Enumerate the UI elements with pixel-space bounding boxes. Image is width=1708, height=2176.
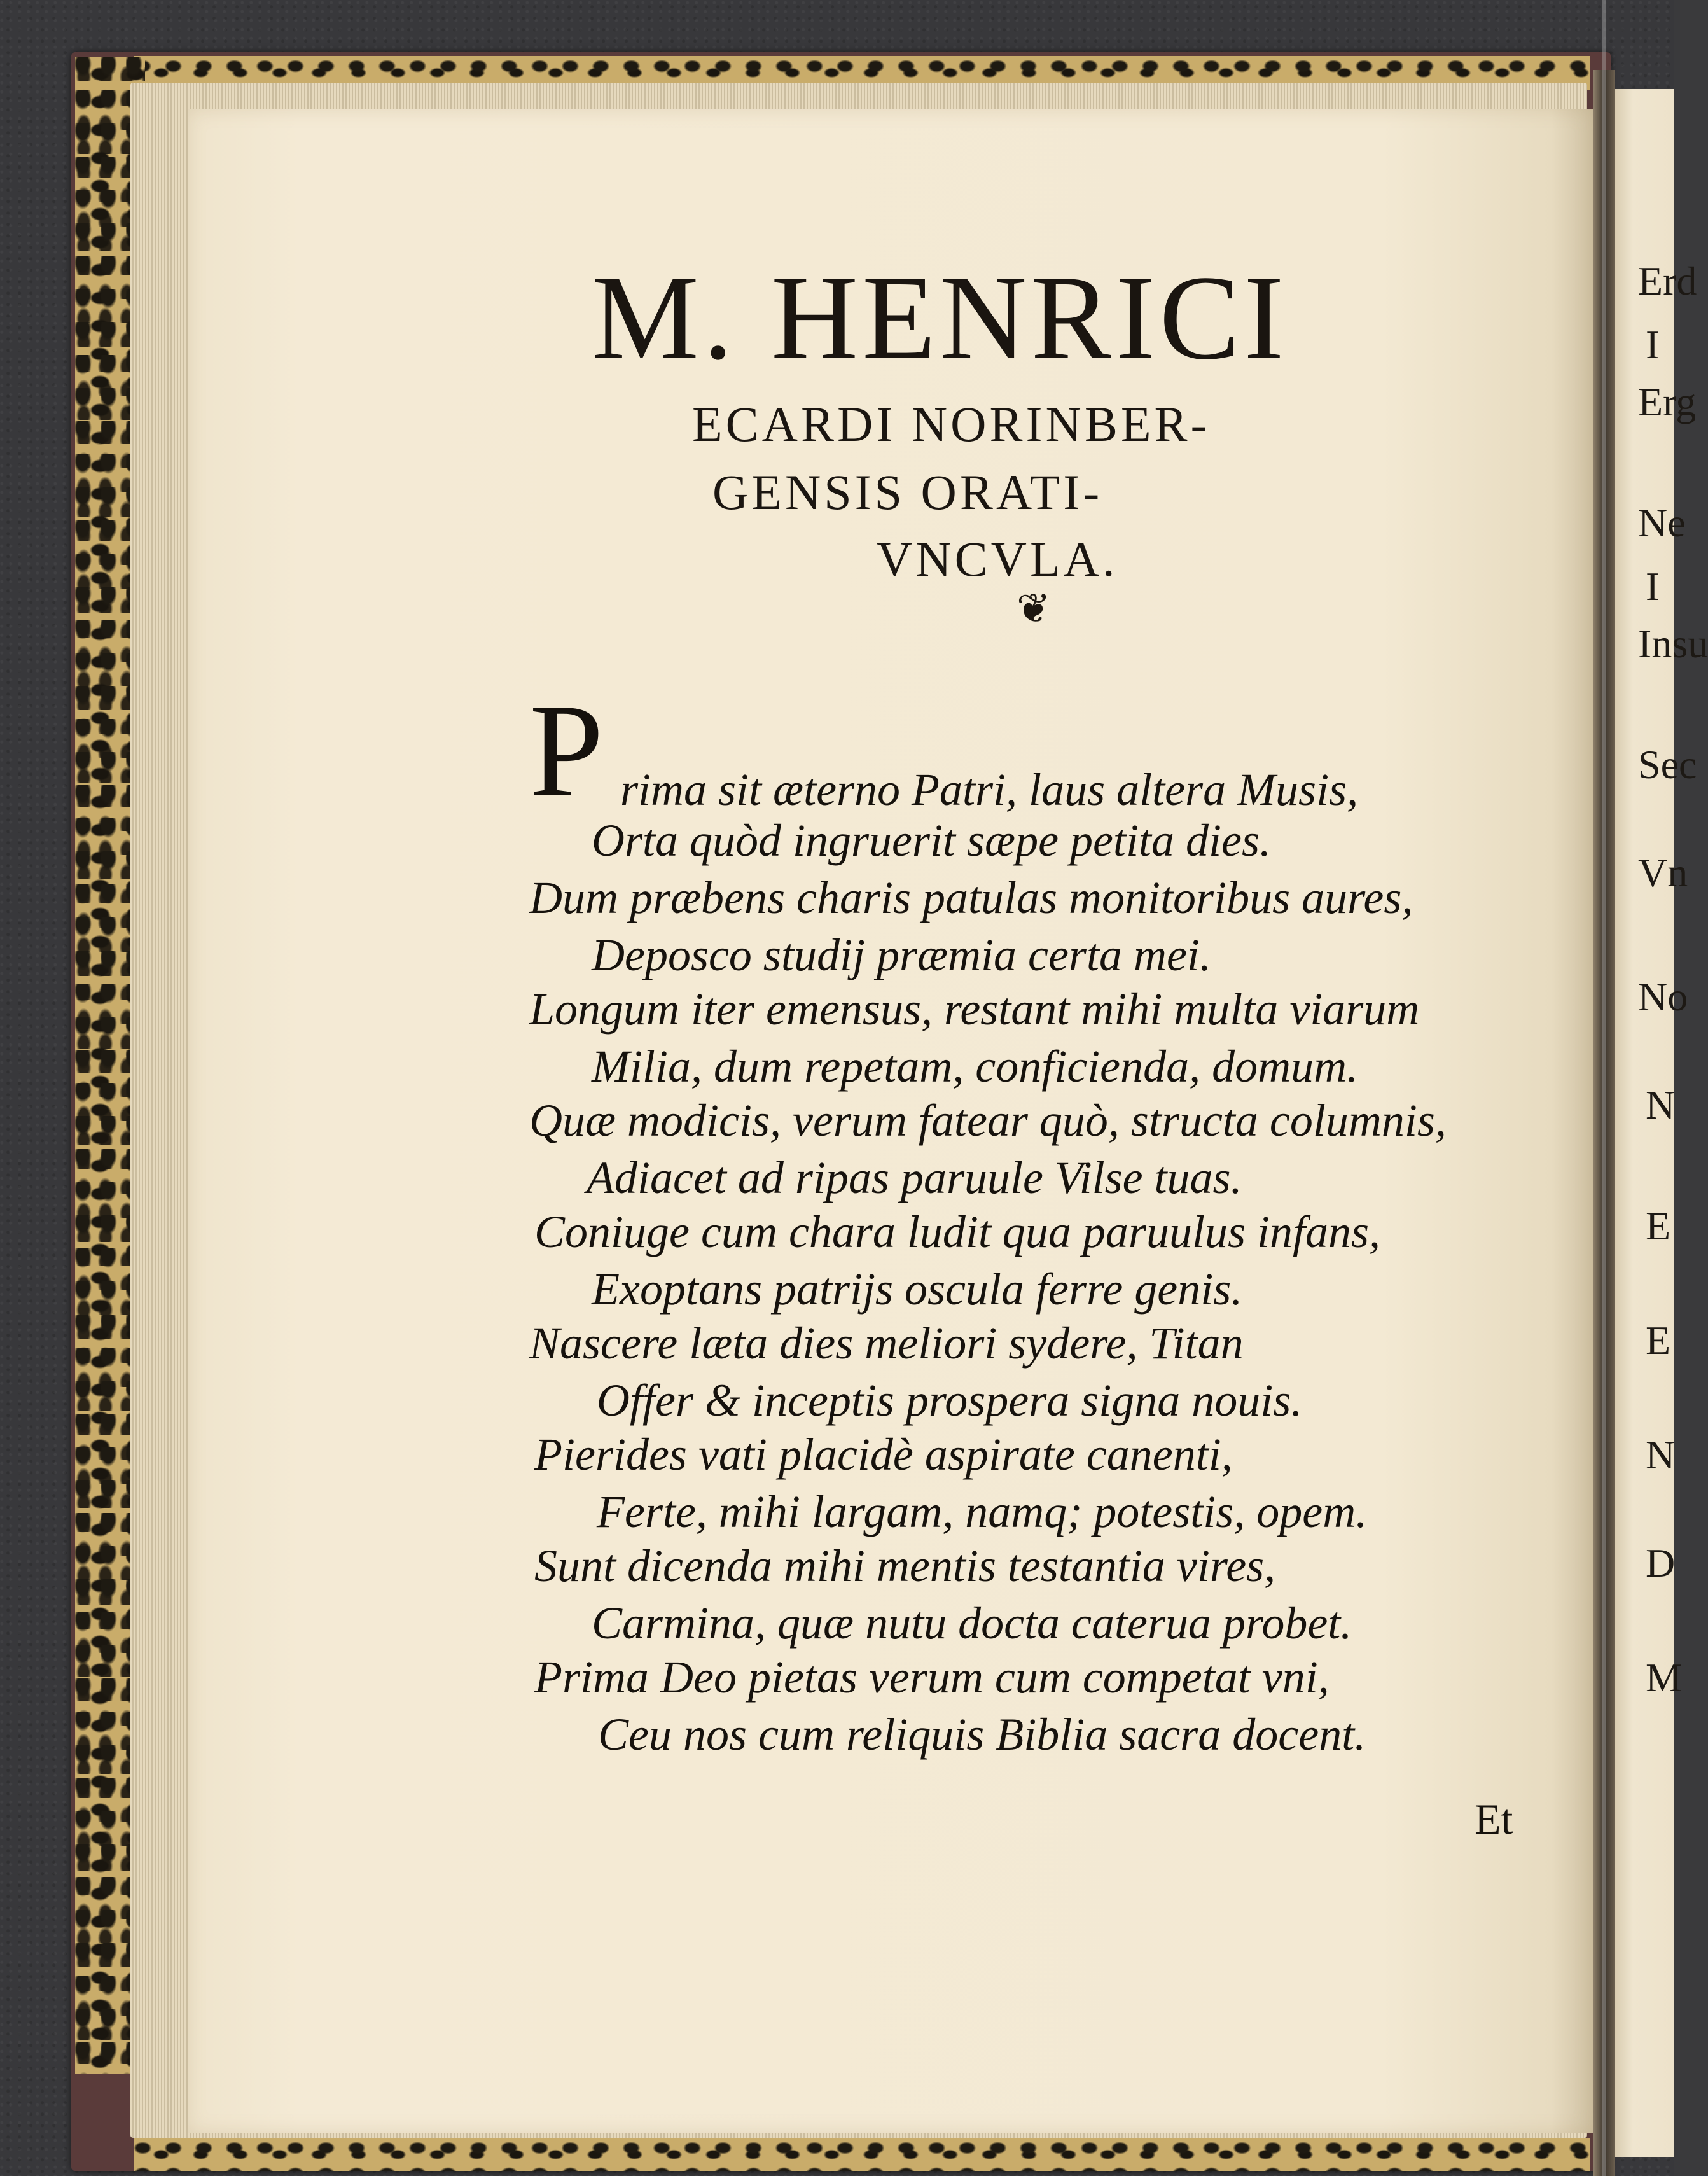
subtitle-line-2: GENSIS ORATI-	[712, 464, 1103, 520]
verse-line: Coniuge cum chara ludit qua paruulus infans,	[534, 1206, 1380, 1257]
verse-line: Carmina, quæ nutu docta caterua probet.	[592, 1598, 1352, 1649]
page-title: M. HENRICI	[592, 251, 1288, 385]
transparent-clip	[1602, 0, 1606, 2176]
verse-line: Nascere læta dies meliori sydere, Titan	[529, 1318, 1244, 1369]
marbled-board-bottom	[134, 2138, 1590, 2171]
verse-line: Deposco studij præmia certa mei.	[592, 930, 1211, 980]
facing-word: Insu	[1638, 621, 1708, 666]
verse-line: Prima Deo pietas verum cum competat vni,	[534, 1652, 1330, 1703]
catchword: Et	[1475, 1795, 1513, 1843]
facing-word: No	[1638, 974, 1688, 1019]
facing-word: I	[1646, 322, 1660, 367]
facing-word: E	[1646, 1318, 1671, 1363]
facing-word: E	[1646, 1203, 1671, 1248]
facing-word: D	[1646, 1540, 1676, 1586]
verse-line: Ferte, mihi largam, namq; potestis, opem.	[597, 1486, 1368, 1537]
facing-word: M	[1646, 1655, 1682, 1700]
verse-line: Sunt dicenda mihi mentis testantia vires,	[534, 1540, 1276, 1591]
facing-word: Sec	[1638, 742, 1697, 787]
verse-line: Longum iter emensus, restant mihi multa viarum	[529, 984, 1420, 1035]
facing-word: Vn	[1638, 850, 1688, 895]
verse-line: rima sit æterno Patri, laus altera Musis,	[620, 764, 1359, 815]
verse-line: Offer & inceptis prospera signa nouis.	[597, 1375, 1303, 1426]
subtitle-line-1: ECARDI NORINBER-	[692, 396, 1211, 452]
verse-line: Pierides vati placidè aspirate canenti,	[534, 1429, 1233, 1480]
drop-cap: P	[529, 677, 604, 825]
facing-word: Erg	[1638, 379, 1697, 424]
facing-word: Erd	[1638, 258, 1697, 303]
verse-line: Dum præbens charis patulas monitoribus aures,	[529, 872, 1413, 923]
fleuron-icon: ❦	[1017, 585, 1051, 632]
verse-line: Orta quòd ingruerit sæpe petita dies.	[592, 815, 1271, 866]
verse-line: Adiacet ad ripas paruule Vilse tuas.	[587, 1152, 1242, 1203]
facing-word: N	[1646, 1432, 1676, 1477]
verse-line: Quæ modicis, verum fatear quò, structa columnis,	[529, 1095, 1447, 1146]
verse-line: Ceu nos cum reliquis Biblia sacra docent.	[598, 1709, 1366, 1760]
verse-line: Exoptans patrijs oscula ferre genis.	[592, 1264, 1243, 1315]
facing-word: Ne	[1638, 500, 1686, 545]
facing-page	[1615, 89, 1708, 2157]
subtitle-line-3: VNCVLA.	[877, 531, 1118, 587]
facing-word: I	[1646, 564, 1660, 609]
facing-word: N	[1646, 1082, 1676, 1127]
verse-line: Milia, dum repetam, conficienda, domum.	[592, 1041, 1359, 1092]
